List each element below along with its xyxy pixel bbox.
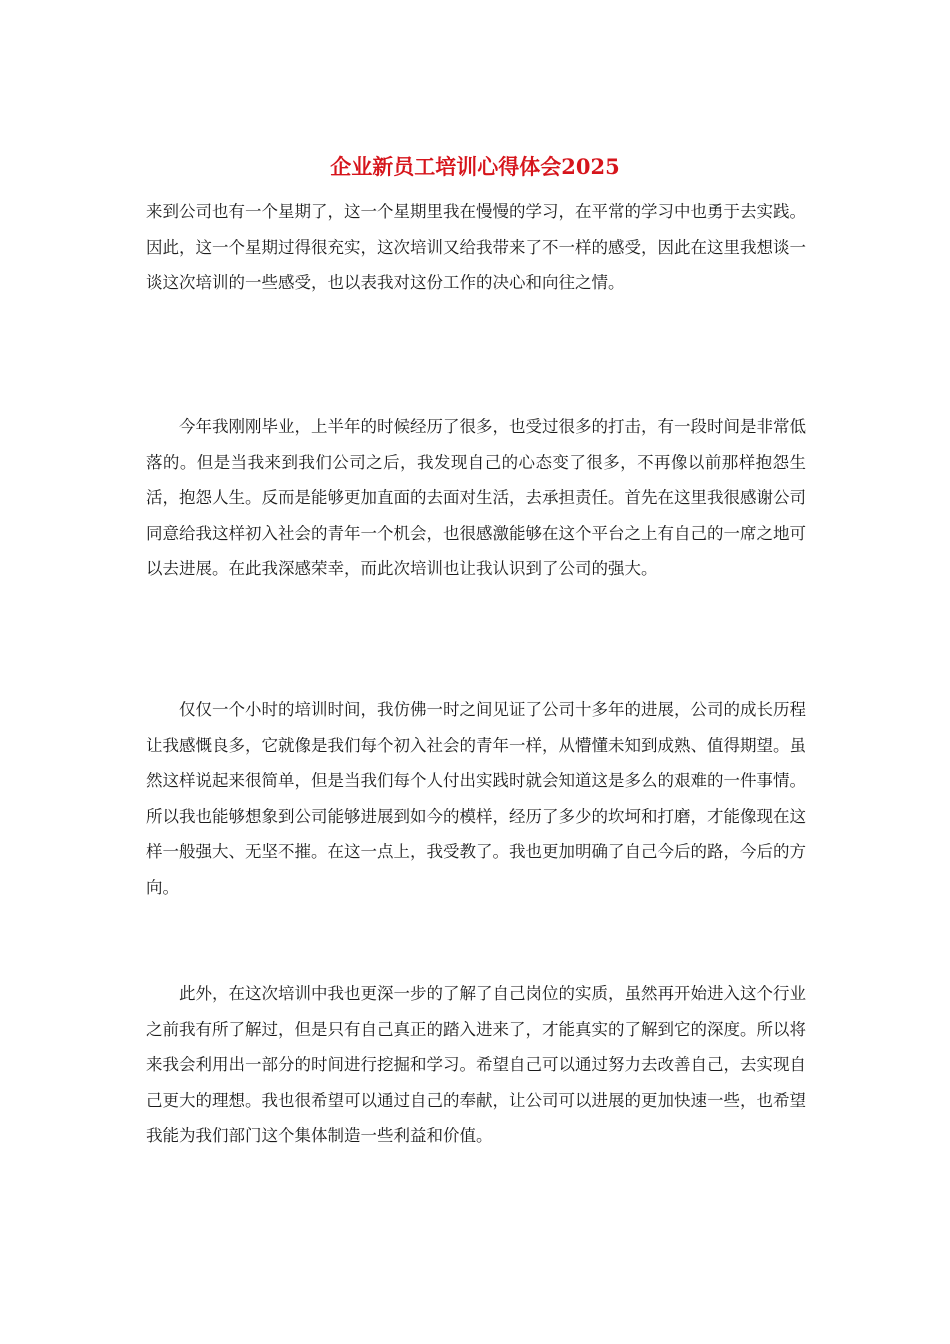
- document-title: 企业新员工培训心得体会2025: [330, 154, 620, 179]
- paragraph-4: 此外，在这次培训中我也更深一步的了解了自己岗位的实质，虽然再开始进入这个行业之前我有所了解过，但是只有自己真正的踏入进来了，才能真实的了解到它的深度。所以将来我会利用出一部分的时间进行挖掘和学习。希望自己可以通过努力去改善自己，去实现自己更大的理想。我也很希望可以通过自己的奉献，让公司可以进展的更加快速一些，也希望我能为我们部门这个集体制造一些利益和价值。: [146, 984, 806, 1145]
- paragraph-2: 今年我刚刚毕业，上半年的时候经历了很多，也受过很多的打击，有一段时间是非常低落的。但是当我来到我们公司之后，我发现自己的心态变了很多，不再像以前那样抱怨生活，抱怨人生。反而是能够更加直面的去面对生活，去承担责任。首先在这里我很感谢公司同意给我这样初入社会的青年一个机会，也很感激能够在这个平台之上有自己的一席之地可以去进展。在此我深感荣幸，而此次培训也让我认识到了公司的强大。: [146, 417, 806, 578]
- paragraph-1: 来到公司也有一个星期了，这一个星期里我在慢慢的学习，在平常的学习中也勇于去实践。因此，这一个星期过得很充实，这次培训又给我带来了不一样的感受，因此在这里我想谈一谈这次培训的一些感受，也以表我对这份工作的决心和向往之情。: [146, 202, 806, 292]
- paragraph-3: 仅仅一个小时的培训时间，我仿佛一时之间见证了公司十多年的进展，公司的成长历程让我感慨良多，它就像是我们每个初入社会的青年一样，从懵懂未知到成熟、值得期望。虽然这样说起来很简单，但是当我们每个人付出实践时就会知道这是多么的艰难的一件事情。所以我也能够想象到公司能够进展到如今的模样，经历了多少的坎坷和打磨，才能像现在这样一般强大、无坚不摧。在这一点上，我受教了。我也更加明确了自己今后的路，今后的方向。: [146, 700, 806, 897]
